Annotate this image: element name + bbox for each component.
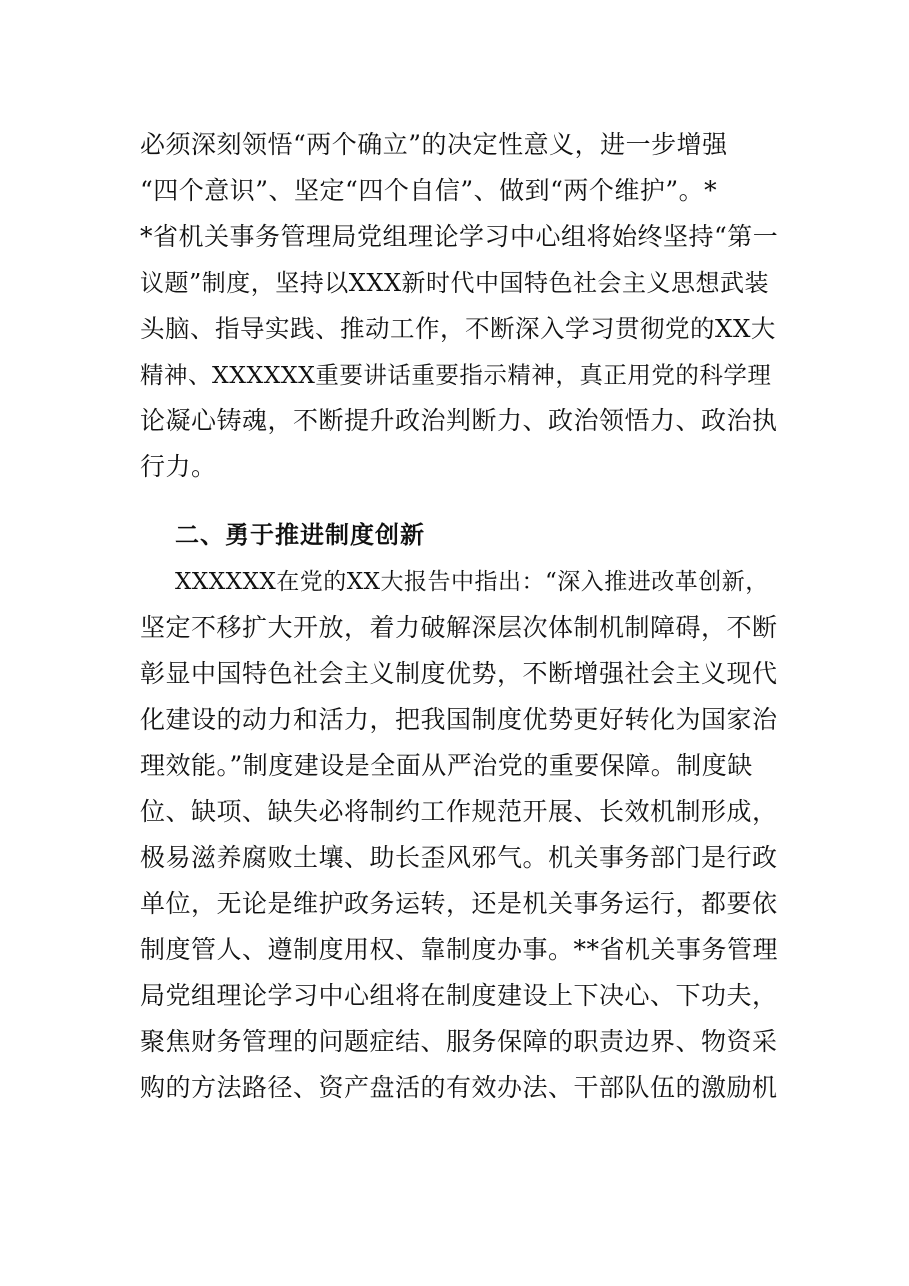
paragraph-line: 聚焦财务管理的问题症结、服务保障的职责边界、物资采: [140, 1027, 778, 1056]
paragraph-line: 化建设的动力和活力，把我国制度优势更好转化为国家治: [140, 705, 778, 734]
paragraph-line: “四个意识”、坚定“四个自信”、做到“两个维护”。*: [140, 176, 718, 205]
paragraph-line: 位、缺项、缺失必将制约工作规范开展、长效机制形成，: [140, 797, 778, 826]
paragraph-line: 精神、XXXXXX重要讲话重要指示精神，真正用党的科学理: [140, 361, 772, 389]
paragraph-line: 头脑、指导实践、推动工作，不断深入学习贯彻党的XX大: [140, 314, 776, 343]
paragraph-line: 局党组理论学习中心组将在制度建设上下决心、下功夫，: [140, 981, 778, 1010]
paragraph-line: 彰显中国特色社会主义制度优势，不断增强社会主义现代: [140, 659, 778, 688]
paragraph-line: 购的方法路径、资产盘活的有效办法、干部队伍的激励机: [140, 1073, 778, 1102]
paragraph-line: XXXXXX在党的XX大报告中指出：“深入推进改革创新，: [175, 569, 769, 595]
paragraph-line: 单位，无论是维护政务运转，还是机关事务运行，都要依: [140, 889, 778, 918]
paragraph-line: 坚定不移扩大开放，着力破解深层次体制机制障碍，不断: [140, 613, 778, 642]
paragraph-line: 极易滋养腐败土壤、助长歪风邪气。机关事务部门是行政: [140, 843, 778, 872]
paragraph-line: 论凝心铸魂，不断提升政治判断力、政治领悟力、政治执: [140, 406, 778, 435]
paragraph-line: 必须深刻领悟“两个确立”的决定性意义，进一步增强: [140, 130, 728, 159]
section-heading: 二、勇于推进制度创新: [175, 521, 425, 549]
paragraph-line: 行力。: [140, 452, 217, 481]
paragraph-line: 理效能。”制度建设是全面从严治党的重要保障。制度缺: [140, 751, 753, 780]
paragraph-line: *省机关事务管理局党组理论学习中心组将始终坚持“第一: [140, 222, 779, 251]
paragraph-line: 议题”制度，坚持以XXX新时代中国特色社会主义思想武装: [140, 269, 770, 297]
paragraph-line: 制度管人、遵制度用权、靠制度办事。**省机关事务管理: [140, 935, 779, 964]
